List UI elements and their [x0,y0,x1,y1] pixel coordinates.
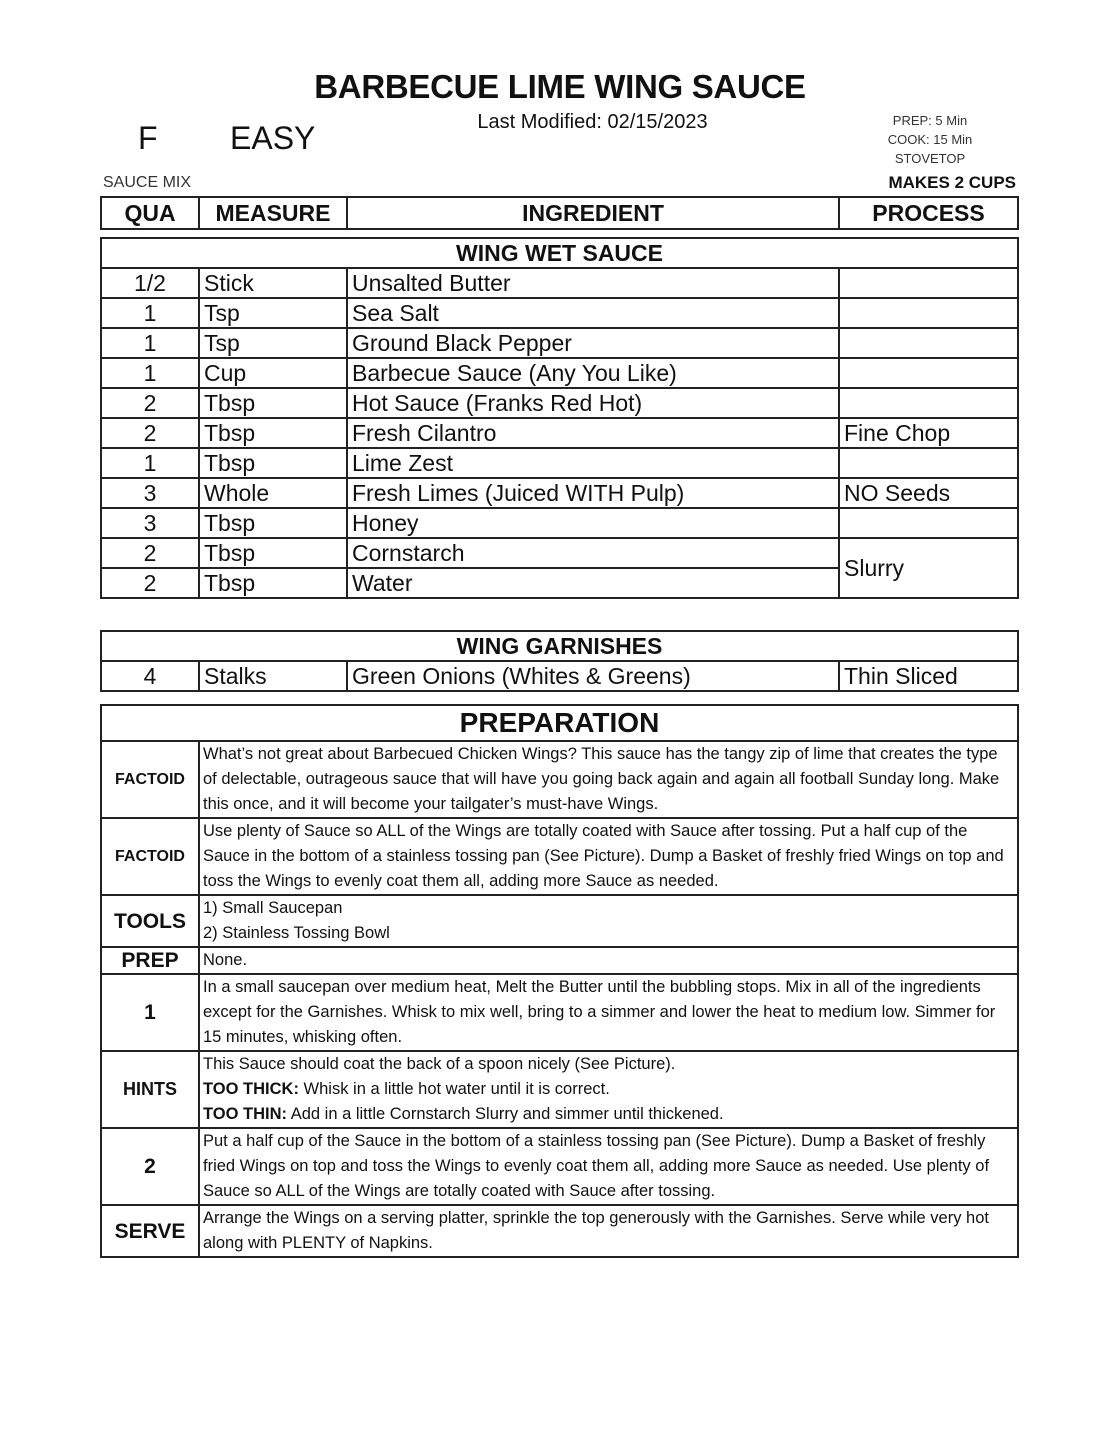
measure-cell: Tbsp [199,388,347,418]
tool-item: 1) Small Saucepan [203,899,343,917]
prep-text: What’s not great about Barbecued Chicken Wings? This sauce has the tangy zip of lime that creates the type of delectable, outrageous sauce that will have you going back again and again all football Sunday long. Make this once, and it will become your tailgater’s must-have Wings. [199,741,1018,818]
measure-cell: Tbsp [199,508,347,538]
qty-cell: 1/2 [101,268,199,298]
process-cell: Thin Sliced [839,661,1018,691]
garnishes-table [100,630,1019,692]
prep-text: None. [199,947,1018,974]
table-row [101,478,1018,508]
qty-cell: 2 [101,568,199,598]
preparation-table [100,704,1019,1258]
qty-cell: 1 [101,358,199,388]
ingredients-header [100,196,1019,230]
prep-time: PREP: 5 Min [892,113,968,128]
qty-cell: 2 [101,418,199,448]
wet-sauce-table [100,237,1019,599]
prep-row [101,895,1018,947]
ingredient-cell: Sea Salt [347,298,839,328]
prep-row [101,1051,1018,1128]
recipe-title: BARBECUE LIME WING SAUCE [314,68,806,105]
ingredient-cell: Ground Black Pepper [347,328,839,358]
process-cell [839,268,1018,298]
ingredient-cell: Fresh Limes (Juiced WITH Pulp) [347,478,839,508]
recipe-difficulty: EASY [230,120,316,156]
cook-method: STOVETOP [894,151,966,166]
header-qty: QUA [101,197,199,229]
table-row [101,328,1018,358]
measure-cell: Stalks [199,661,347,691]
tool-item: 2) Stainless Tossing Bowl [203,924,390,942]
qty-cell: 2 [101,538,199,568]
recipe-grade: F [138,120,158,156]
table-row [101,358,1018,388]
prep-label: FACTOID [101,818,199,895]
hint-thin-label: TOO THIN: [203,1105,288,1123]
prep-label: 1 [101,974,199,1051]
hint-thick [203,1077,1014,1102]
prep-label: 2 [101,1128,199,1205]
hint-thick-text: Whisk in a little hot water until it is correct. [298,1080,610,1098]
recipe-times [860,111,1000,168]
prep-label: SERVE [101,1205,199,1257]
ingredient-cell: Water [347,568,839,598]
recipe-category: SAUCE MIX [103,174,192,191]
hint-intro: This Sauce should coat the back of a spoon nicely (See Picture). [203,1055,676,1073]
prep-text: Use plenty of Sauce so ALL of the Wings are totally coated with Sauce after tossing. Put a half cup of the Sauce in the bottom of a stainless tossing pan (See Picture). Dump a Basket of freshly fried Wings on top and toss the Wings to evenly coat them all, adding more Sauce as needed. [199,818,1018,895]
prep-label: PREP [101,947,199,974]
prep-row [101,1128,1018,1205]
header-measure: MEASURE [199,197,347,229]
table-row [101,388,1018,418]
measure-cell: Tsp [199,328,347,358]
process-cell [839,358,1018,388]
process-cell [839,388,1018,418]
cook-time: COOK: 15 Min [887,132,973,147]
hint-thick-label: TOO THICK: [203,1080,299,1098]
process-cell [839,508,1018,538]
measure-cell: Tsp [199,298,347,328]
ingredient-cell: Honey [347,508,839,538]
table-row [101,508,1018,538]
ingredient-cell: Lime Zest [347,448,839,478]
process-cell-merged: Slurry [839,538,1018,598]
table-row [101,268,1018,298]
qty-cell: 1 [101,328,199,358]
header-ingredient: INGREDIENT [347,197,839,229]
prep-row [101,1205,1018,1257]
measure-cell: Tbsp [199,418,347,448]
hint-thin-text: Add in a little Cornstarch Slurry and simmer until thickened. [287,1105,724,1123]
table-row [101,661,1018,691]
qty-cell: 3 [101,478,199,508]
recipe-yield: MAKES 2 CUPS [888,173,1016,192]
ingredient-cell: Barbecue Sauce (Any You Like) [347,358,839,388]
prep-label: FACTOID [101,741,199,818]
process-cell: Fine Chop [839,418,1018,448]
process-cell [839,298,1018,328]
qty-cell: 1 [101,298,199,328]
prep-row [101,741,1018,818]
measure-cell: Cup [199,358,347,388]
measure-cell: Tbsp [199,568,347,598]
qty-cell: 3 [101,508,199,538]
section-title: WING WET SAUCE [101,238,1018,268]
process-cell [839,448,1018,478]
measure-cell: Stick [199,268,347,298]
process-cell: NO Seeds [839,478,1018,508]
prep-text: Arrange the Wings on a serving platter, sprinkle the top generously with the Garnishes. Serve while very hot along with PLENTY of Napkins. [199,1205,1018,1257]
section-title: WING GARNISHES [101,631,1018,661]
table-row [101,448,1018,478]
ingredient-cell: Green Onions (Whites & Greens) [347,661,839,691]
prep-text: In a small saucepan over medium heat, Melt the Butter until the bubbling stops. Mix in all of the ingredients except for the Garnishes. Whisk to mix well, bring to a simmer and lower the heat to medium low. Simmer for 15 minutes, whisking often. [199,974,1018,1051]
measure-cell: Whole [199,478,347,508]
table-row [101,538,1018,568]
prep-label: TOOLS [101,895,199,947]
ingredient-cell: Unsalted Butter [347,268,839,298]
table-row [101,298,1018,328]
process-cell [839,328,1018,358]
prep-text: Put a half cup of the Sauce in the bottom of a stainless tossing pan (See Picture). Dump a Basket of freshly fried Wings on top and toss the Wings to evenly coat them all, adding more Sauce as needed. Use plenty of Sauce so ALL of the Wings are totally coated with Sauce after tossing. [199,1128,1018,1205]
prep-text [199,1051,1018,1128]
ingredient-cell: Cornstarch [347,538,839,568]
table-row [101,418,1018,448]
ingredient-cell: Hot Sauce (Franks Red Hot) [347,388,839,418]
prep-text [199,895,1018,947]
qty-cell: 2 [101,388,199,418]
prep-label: HINTS [101,1051,199,1128]
measure-cell: Tbsp [199,538,347,568]
last-modified: Last Modified: 02/15/2023 [477,111,708,133]
preparation-title: PREPARATION [101,705,1018,741]
hint-thin [203,1102,1014,1127]
ingredient-cell: Fresh Cilantro [347,418,839,448]
header-process: PROCESS [839,197,1018,229]
prep-row [101,818,1018,895]
prep-row [101,947,1018,974]
qty-cell: 4 [101,661,199,691]
measure-cell: Tbsp [199,448,347,478]
qty-cell: 1 [101,448,199,478]
prep-row [101,974,1018,1051]
